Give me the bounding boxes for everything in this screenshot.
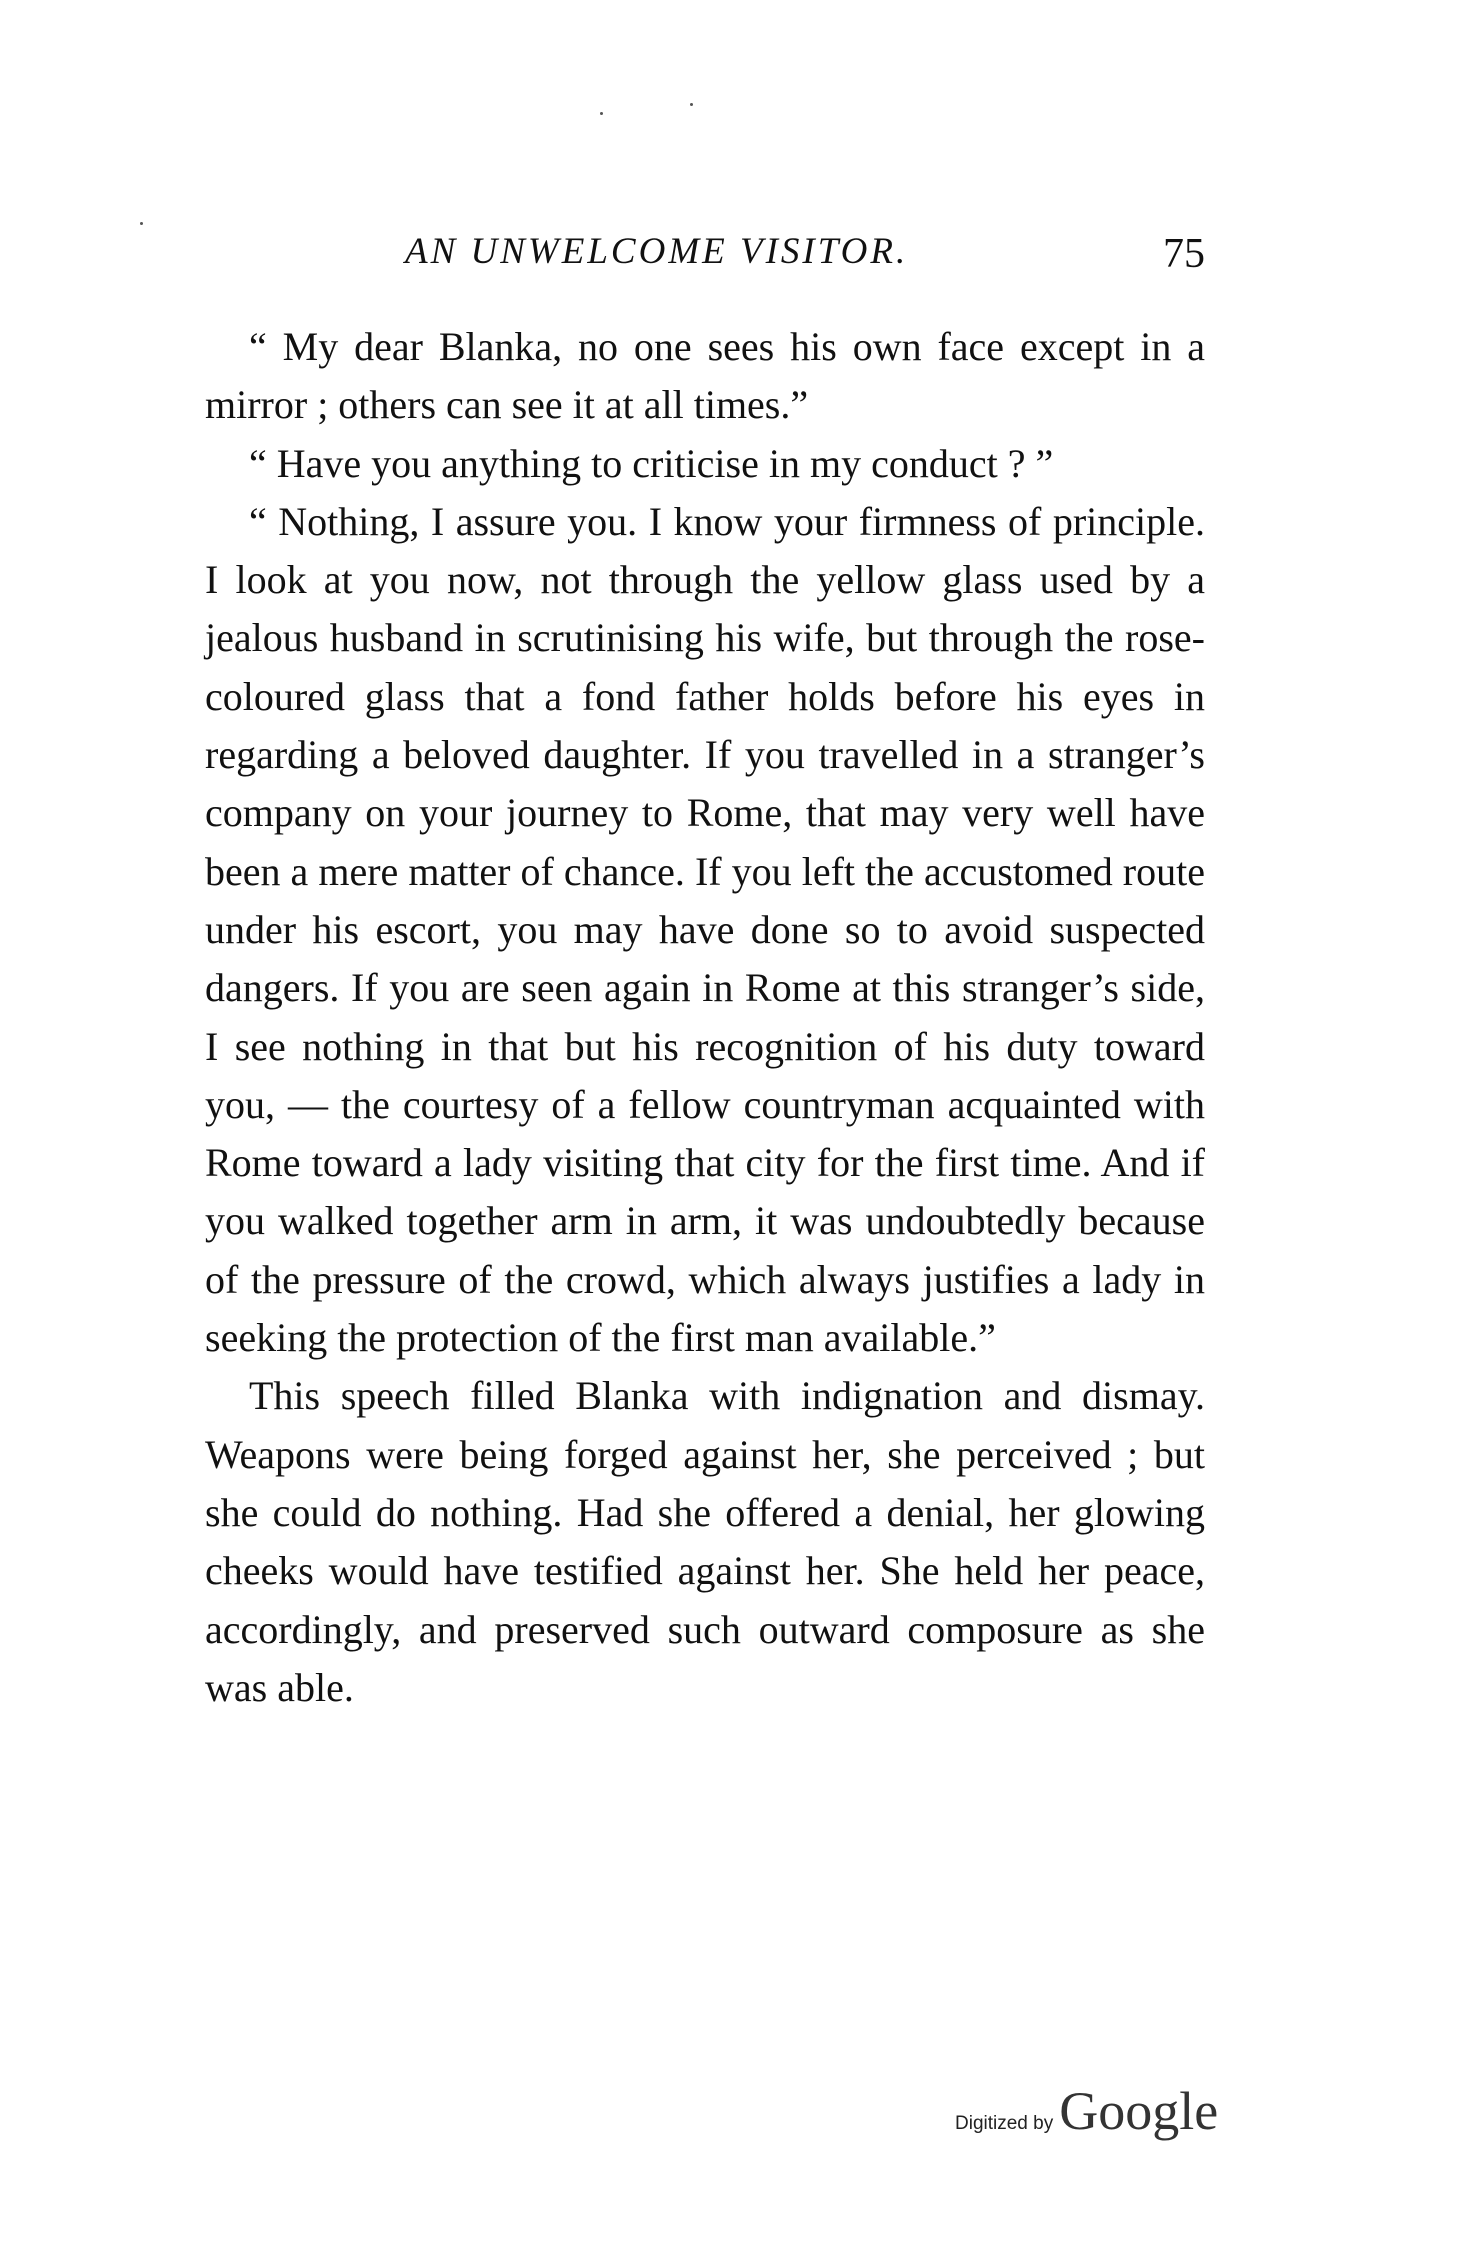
digitized-by-google-watermark [955,2080,1218,2140]
scan-speck [140,222,143,225]
body-text [205,318,1205,1717]
paragraph-1: “ My dear Blanka, no one sees his own face except in a mirror ; others can see it at all times.” [205,324,1205,428]
google-logo: Google [1059,2081,1219,2141]
scan-speck [600,112,603,115]
scan-speck [690,103,693,106]
paragraph-3: “ Nothing, I assure you. I know your firmness of principle. I look at you now, not through the yellow glass used by a jealous husband in scrutinising his wife, but through the rose-coloured glass that a fond father holds before his eyes in regarding a beloved daughter. If you travelled in a stranger’s company on your journey to Rome, that may very well have been a mere matter of chance. If you left the accustomed route under his escort, you may have done so to avoid suspected dangers. If you are seen again in Rome at this stranger’s side, I see nothing in that but his recognition of his duty toward you, — the courtesy of a fellow countryman acquainted with Rome toward a lady visiting that city for the first time. And if you walked together arm in arm, it was undoubtedly because of the pressure of the crowd, which always justifies a lady in seeking the protection of the first man available.” [205,498,1205,1361]
paragraph-2: “ Have you anything to criticise in my conduct ? ” [249,440,1054,486]
page-number: 75 [1163,231,1205,277]
running-head [205,230,1205,290]
paragraph-4: This speech filled Blanka with indignation and dismay. Weapons were being forged against her, she perceived ; but she could do nothing. Had she offered a denial, her glowing cheeks would have testified against her. She held her peace, accordingly, and preserved such outward composure as she was able. [205,1373,1205,1710]
digitized-label: Digitized by [955,2113,1054,2134]
running-title: AN UNWELCOME VISITOR. [405,231,909,272]
